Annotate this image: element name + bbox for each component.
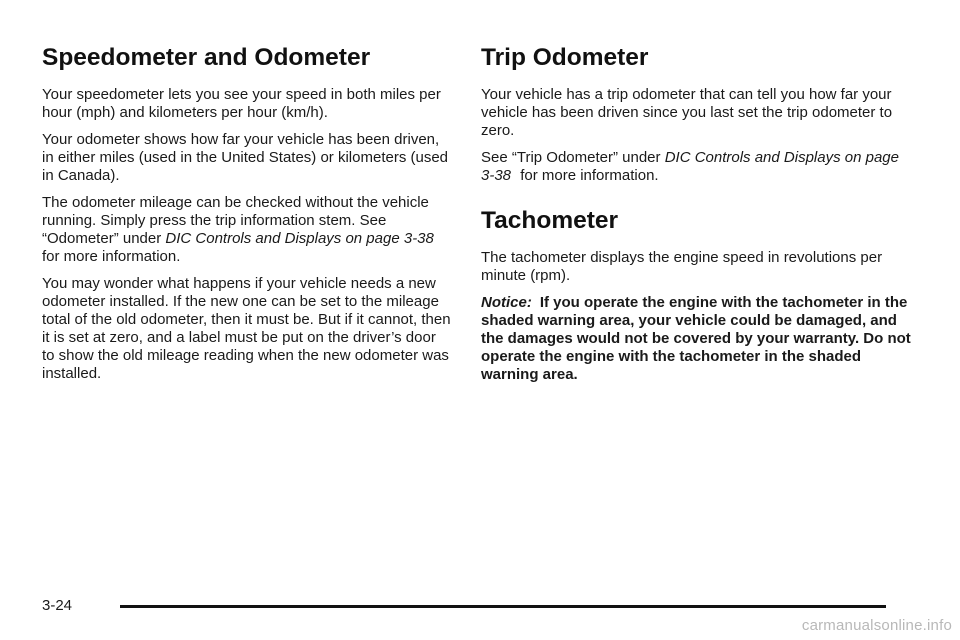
dic-controls-reference: DIC Controls and Displays on page 3-38 [165,230,434,247]
trip-see-text: See “Trip Odometer” under [481,149,665,166]
page-footer [42,593,886,617]
trip-odometer-heading: Trip Odometer [481,44,649,71]
footer-rule [120,605,886,608]
trip-see-text-end: for more information. [520,167,659,184]
odometer-check-text-end: for more information. [42,248,181,265]
trip-dic-reference: DIC Controls and Displays on page 3-38 [481,149,899,184]
tachometer-paragraph: The tachometer displays the engine speed in revolutions per minute (rpm). [481,249,883,284]
odometer-check-text: The odometer mileage can be checked without the vehicle running. Simply press the trip information stem. See “Odometer” under [42,194,429,247]
new-odometer-paragraph: You may wonder what happens if your vehicle needs a new odometer installed. If the new one can be set to the mileage total of the old odometer, then it must be. But if it cannot, then it is set at zero, and a label must be put on the driver’s door to show the old mileage reading when the new odometer was installed. [42,275,451,382]
speedometer-heading: Speedometer and Odometer [42,44,371,71]
tachometer-notice [481,294,911,384]
odometer-check-paragraph [42,194,452,266]
odometer-paragraph: Your odometer shows how far your vehicle has been driven, in either miles (used in the United States) or kilometers (used in Canada). [42,131,449,184]
right-column [481,44,911,393]
tachometer-heading: Tachometer [481,207,619,234]
trip-odometer-paragraph-2 [481,149,911,185]
speedometer-paragraph-1: Your speedometer lets you see your speed in both miles per hour (mph) and kilometers per hour (km/h). [42,86,441,121]
watermark: carmanualsonline.info [801,617,952,634]
notice-text: If you operate the engine with the tachometer in the shaded warning area, your vehicle could be damaged, and the damages would not be covered by your warranty. Do not operate the engine with the tachometer in the shaded warning area. [481,294,911,383]
left-column [42,44,452,392]
trip-odometer-paragraph-1: Your vehicle has a trip odometer that can tell you how far your vehicle has been driven since you last set the trip odometer to zero. [481,86,893,139]
page-number: 3-24 [42,597,73,614]
notice-label: Notice: [481,294,532,311]
